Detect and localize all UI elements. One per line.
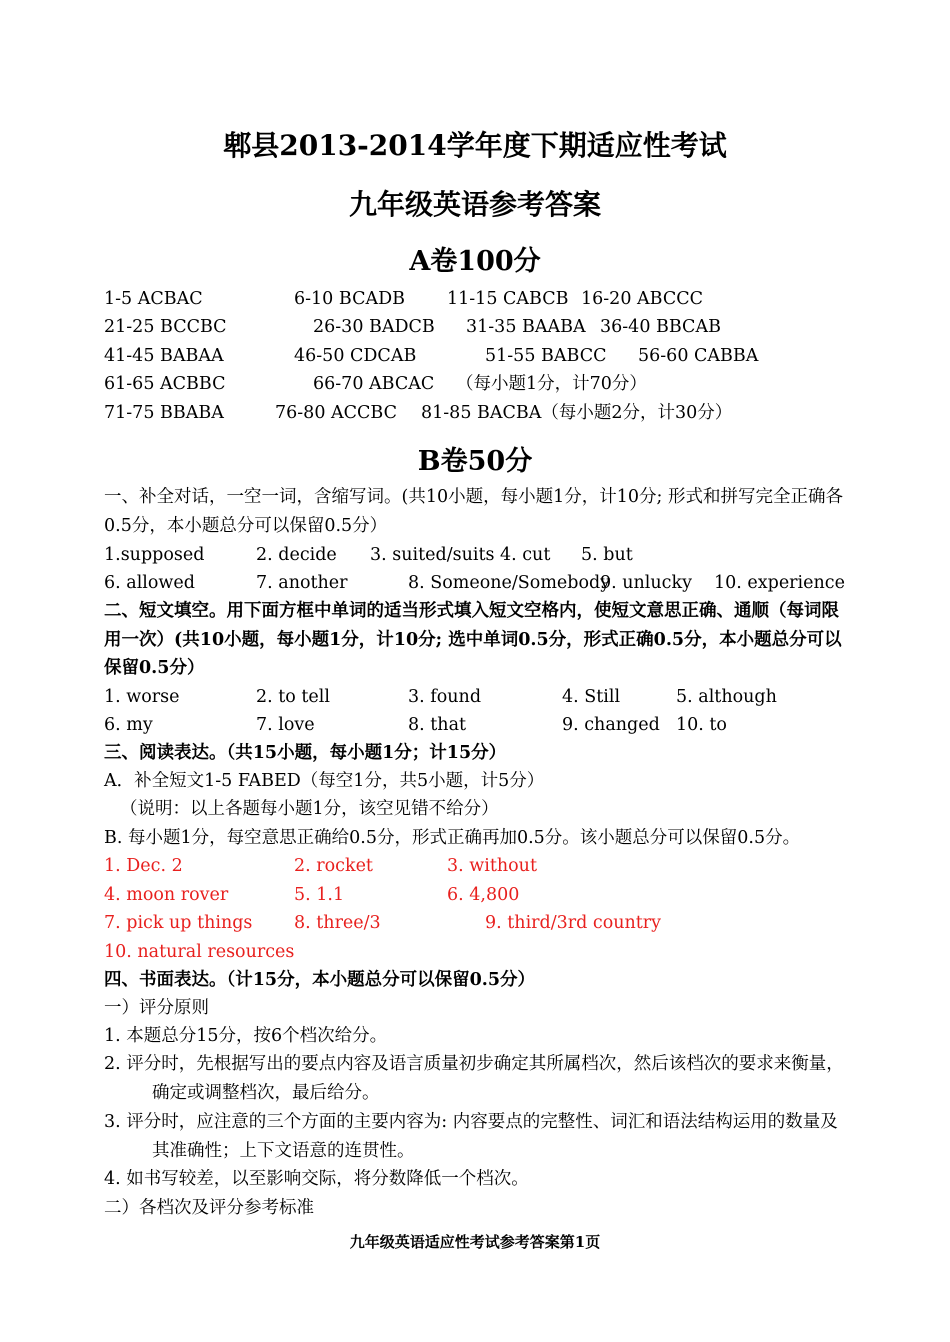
scoring-rule: 4. 如书写较差，以至影响交际，将分数降低一个档次。	[104, 1169, 529, 1189]
page-footer: 九年级英语适应性考试参考答案第1页	[349, 1233, 601, 1251]
section-b-heading: B卷50分	[417, 446, 533, 477]
answer-item: 8. that	[408, 715, 467, 735]
answer-item: 9. unlucky	[600, 573, 692, 593]
answer-item: 7. another	[256, 573, 348, 593]
answer-item: 4. Still	[562, 687, 621, 707]
part3-a-text: A．补全短文1-5 FABED（每空1分，共5小题，计5分）	[104, 771, 545, 791]
answer-group: 56-60 CABBA	[638, 346, 759, 366]
part2-heading: 二、短文填空。用下面方框中单词的适当形式填入短文空格内，使短文意思正确、通顺（每词限用一次）(共10小题，每小题1分，计10分; 选中单词0.5分，形式正确0.5分，本小题总分可以保留0.5分）	[104, 601, 842, 678]
scoring-rule: 2. 评分时，先根据写出的要点内容及语言质量初步确定其所属档次，然后该档次的要求来衡量，确定或调整档次，最后给分。	[104, 1054, 844, 1103]
part3-heading: 三、阅读表达。（共15小题，每小题1分；计15分）	[104, 743, 507, 763]
scoring-rule: 1. 本题总分15分，按6个档次给分。	[104, 1026, 388, 1046]
answer-item: 1. worse	[104, 687, 180, 707]
answer-item: 3. without	[447, 856, 537, 876]
part4-subheading: 二）各档次及评分参考标准	[104, 1198, 314, 1218]
answer-item: 3. found	[408, 687, 482, 707]
answer-item: 7. love	[256, 715, 315, 735]
section-a-heading: A卷100分	[409, 246, 541, 277]
answer-item: 1.supposed	[104, 545, 205, 565]
answer-group: 36-40 BBCAB	[600, 317, 721, 337]
answer-group: 46-50 CDCAB	[294, 346, 417, 366]
answer-item: 2. rocket	[294, 856, 373, 876]
answer-key-title: 九年级英语参考答案	[348, 188, 601, 221]
answer-item: 2. to tell	[256, 687, 330, 707]
answer-item: 5. but	[581, 545, 633, 565]
answer-item: 8. three/3	[294, 913, 381, 933]
answer-group: 11-15 CABCB	[447, 289, 569, 309]
answer-group: 66-70 ABCAC	[313, 374, 435, 394]
answer-group: 51-55 BABCC	[485, 346, 607, 366]
scoring-rule: 3. 评分时，应注意的三个方面的主要内容为: 内容要点的完整性、词汇和语法结构运用的数量及其准确性；上下文语意的连贯性。	[104, 1112, 838, 1161]
answer-item: 10. to	[676, 715, 727, 735]
answer-item: 6. my	[104, 715, 153, 735]
answer-item: 2. decide	[256, 545, 337, 565]
answer-item: 6. 4,800	[447, 885, 520, 905]
answer-group: 71-75 BBABA	[104, 403, 224, 423]
answer-group: 16-20 ABCCC	[581, 289, 704, 309]
answer-item: 5. 1.1	[294, 885, 345, 905]
answer-item: 10. natural resources	[104, 942, 295, 962]
answer-group: 1-5 ACBAC	[104, 289, 203, 309]
answer-group: 76-80 ACCBC	[275, 403, 398, 423]
part1-heading: 一、补全对话，一空一词，含缩写词。(共10小题，每小题1分，计10分; 形式和拼写完全正确各0.5分，本小题总分可以保留0.5分）	[104, 487, 843, 536]
part4-heading: 四、书面表达。（计15分，本小题总分可以保留0.5分）	[104, 970, 536, 990]
answer-group: 61-65 ACBBC	[104, 374, 226, 394]
answer-item: 1. Dec. 2	[104, 856, 183, 876]
answer-group: 21-25 BCCBC	[104, 317, 227, 337]
answer-group: 6-10 BCADB	[294, 289, 405, 309]
part3-a-note: （说明：以上各题每小题1分，该空见错不给分）	[120, 799, 499, 819]
answer-item: 5. although	[676, 687, 777, 707]
score-note: （每小题1分，计70分）	[456, 374, 647, 394]
answer-group: 41-45 BABAA	[104, 346, 224, 366]
answer-item: 3. suited/suits	[370, 545, 495, 565]
answer-item: 8. Someone/Somebody	[408, 573, 611, 593]
answer-item: 7. pick up things	[104, 913, 253, 933]
answer-group: 26-30 BADCB	[313, 317, 435, 337]
answer-item: 4. cut	[500, 545, 551, 565]
answer-group: 31-35 BAABA	[466, 317, 586, 337]
answer-item: 6. allowed	[104, 573, 195, 593]
answer-item: 9. third/3rd country	[485, 913, 662, 933]
part3-b-text: B. 每小题1分，每空意思正确给0.5分，形式正确再加0.5分。该小题总分可以保留0.5分。	[104, 828, 801, 848]
part4-subheading: 一）评分原则	[104, 998, 209, 1018]
answer-item: 4. moon rover	[104, 885, 229, 905]
answer-item: 10. experience	[714, 573, 845, 593]
exam-title: 郫县2013-2014学年度下期适应性考试	[223, 129, 727, 162]
answer-group: 81-85 BACBA（每小题2分，计30分）	[421, 403, 733, 423]
answer-item: 9. changed	[562, 715, 660, 735]
